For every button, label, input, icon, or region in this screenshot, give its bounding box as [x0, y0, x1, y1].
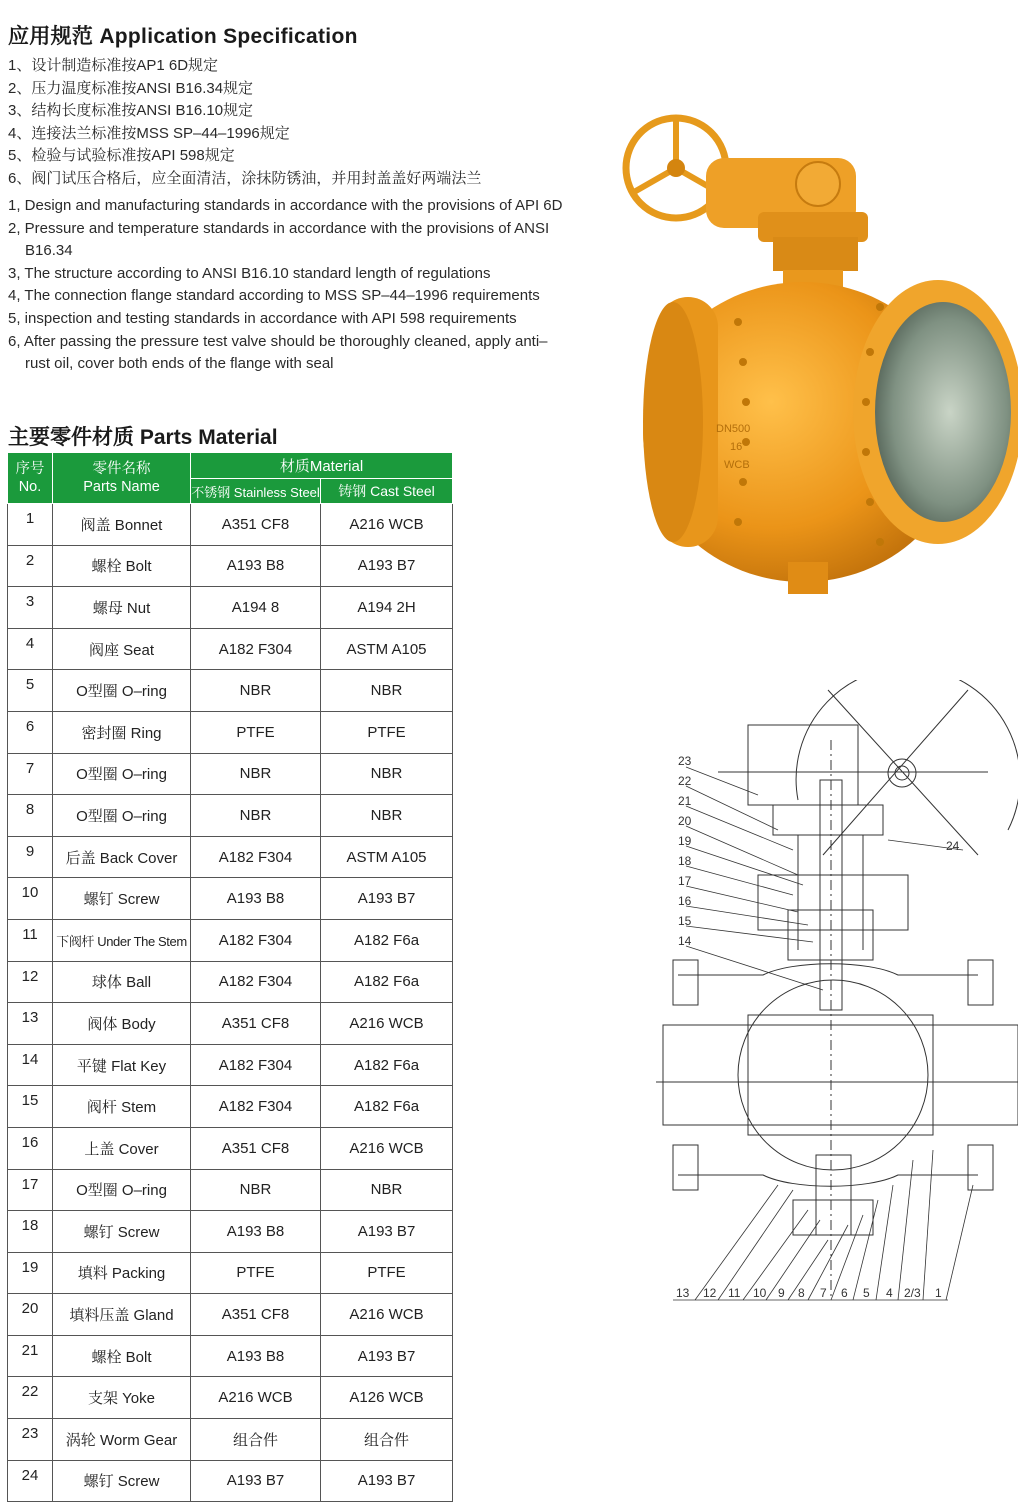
- spec-list-chinese: [8, 55, 481, 191]
- callout-label: 23: [678, 754, 692, 768]
- stainless-steel-cell: A193 B8: [191, 545, 321, 587]
- part-name-cell: 螺钉 Screw: [53, 1460, 191, 1502]
- cast-steel-cell: A216 WCB: [321, 1003, 453, 1045]
- callout-label: 16: [678, 894, 692, 908]
- spec-item: 6, After passing the pressure test valve should be thoroughly cleaned, apply anti–rust oil, cover both ends of the flange with seal: [8, 332, 548, 373]
- callout-label: 7: [820, 1286, 827, 1300]
- part-no-cell: 8: [8, 795, 53, 837]
- cast-steel-cell: A216 WCB: [321, 504, 453, 546]
- stainless-steel-cell: A193 B7: [191, 1460, 321, 1502]
- spec-item: 3, The structure according to ANSI B16.10 standard length of regulations: [8, 264, 491, 282]
- part-name-cell: 后盖 Back Cover: [53, 836, 191, 878]
- table-row: [8, 1252, 453, 1294]
- cast-steel-cell: A194 2H: [321, 587, 453, 629]
- spec-item: 1, Design and manufacturing standards in accordance with the provisions of API 6D: [8, 197, 563, 214]
- part-no-cell: 9: [8, 836, 53, 878]
- cast-steel-cell: PTFE: [321, 711, 453, 753]
- table-row: [8, 1086, 453, 1128]
- callout-label: 6: [841, 1286, 848, 1300]
- callout-label: 13: [676, 1286, 690, 1300]
- cast-steel-cell: A216 WCB: [321, 1294, 453, 1336]
- stainless-steel-cell: A182 F304: [191, 628, 321, 670]
- header-no-cn: 序号: [15, 461, 45, 477]
- part-no-cell: 16: [8, 1127, 53, 1169]
- part-no-cell: 12: [8, 961, 53, 1003]
- callout-label: 8: [798, 1286, 805, 1300]
- part-no-cell: 4: [8, 628, 53, 670]
- cast-steel-cell: A193 B7: [321, 1460, 453, 1502]
- table-row: [8, 1460, 453, 1502]
- part-name-cell: O型圈 O–ring: [53, 795, 191, 837]
- stainless-steel-cell: A193 B8: [191, 1211, 321, 1253]
- table-row: [8, 1169, 453, 1211]
- spec-item: 2, Pressure and temperature standards in accordance with the provisions of ANSI B16.34: [8, 219, 550, 260]
- table-row: [8, 1003, 453, 1045]
- stainless-steel-cell: NBR: [191, 795, 321, 837]
- callout-label: 14: [678, 934, 692, 948]
- stainless-steel-cell: NBR: [191, 1169, 321, 1211]
- stainless-steel-cell: A193 B8: [191, 1335, 321, 1377]
- table-row: [8, 795, 453, 837]
- stainless-steel-cell: NBR: [191, 670, 321, 712]
- cast-steel-cell: A182 F6a: [321, 961, 453, 1003]
- table-row: [8, 504, 453, 546]
- stainless-steel-cell: NBR: [191, 753, 321, 795]
- table-row: [8, 961, 453, 1003]
- callout-label: 21: [678, 794, 692, 808]
- cast-steel-cell: NBR: [321, 1169, 453, 1211]
- table-row: [8, 587, 453, 629]
- header-material: 材质Material: [191, 453, 453, 479]
- part-no-cell: 24: [8, 1460, 53, 1502]
- stainless-steel-cell: 组合件: [191, 1419, 321, 1461]
- cast-steel-cell: A193 B7: [321, 1335, 453, 1377]
- part-no-cell: 17: [8, 1169, 53, 1211]
- part-name-cell: 螺母 Nut: [53, 587, 191, 629]
- cast-steel-cell: A182 F6a: [321, 1086, 453, 1128]
- table-row: [8, 670, 453, 712]
- table-row: [8, 628, 453, 670]
- part-name-cell: 阀体 Body: [53, 1003, 191, 1045]
- application-spec-title: 应用规范 Application Specification: [8, 25, 358, 48]
- part-no-cell: 2: [8, 545, 53, 587]
- table-row: [8, 753, 453, 795]
- callout-label: 20: [678, 814, 692, 828]
- part-name-cell: 密封圈 Ring: [53, 711, 191, 753]
- spec-item: 4, The connection flange standard according to MSS SP–44–1996 requirements: [8, 287, 540, 305]
- header-name-en: Parts Name: [83, 479, 160, 495]
- valve-section-drawing: [648, 680, 1018, 1310]
- callout-label: 10: [753, 1286, 767, 1300]
- part-name-cell: 阀杆 Stem: [53, 1086, 191, 1128]
- part-name-cell: 螺栓 Bolt: [53, 1335, 191, 1377]
- header-cast-steel: 铸钢 Cast Steel: [321, 479, 453, 504]
- header-name-cn: 零件名称: [92, 461, 151, 477]
- stainless-steel-cell: PTFE: [191, 711, 321, 753]
- part-no-cell: 21: [8, 1335, 53, 1377]
- stainless-steel-cell: A194 8: [191, 587, 321, 629]
- callout-label: 18: [678, 854, 692, 868]
- part-name-cell: 阀座 Seat: [53, 628, 191, 670]
- callout-label: 4: [886, 1286, 893, 1300]
- header-parts-name: [53, 453, 191, 504]
- cast-steel-cell: A193 B7: [321, 1211, 453, 1253]
- stainless-steel-cell: A182 F304: [191, 836, 321, 878]
- part-name-cell: 螺钉 Screw: [53, 1211, 191, 1253]
- part-no-cell: 1: [8, 504, 53, 546]
- callout-label: 17: [678, 874, 692, 888]
- table-row: [8, 1377, 453, 1419]
- part-name-cell: 填料 Packing: [53, 1252, 191, 1294]
- part-no-cell: 3: [8, 587, 53, 629]
- table-row: [8, 836, 453, 878]
- part-no-cell: 22: [8, 1377, 53, 1419]
- spec-item: 6、阀门试压合格后，应全面清洁，涂抹防锈油，并用封盖盖好两端法兰: [8, 169, 482, 187]
- part-no-cell: 13: [8, 1003, 53, 1045]
- part-name-cell: 球体 Ball: [53, 961, 191, 1003]
- part-no-cell: 18: [8, 1211, 53, 1253]
- cast-steel-cell: 组合件: [321, 1419, 453, 1461]
- stainless-steel-cell: A351 CF8: [191, 1294, 321, 1336]
- part-name-cell: 涡轮 Worm Gear: [53, 1419, 191, 1461]
- part-name-cell: 平键 Flat Key: [53, 1044, 191, 1086]
- table-row: [8, 878, 453, 920]
- spec-item: 2、压力温度标准按ANSI B16.34规定: [8, 79, 254, 97]
- callout-label: 2/3: [904, 1286, 921, 1300]
- handwheel-drawing-icon: [796, 680, 1018, 855]
- cast-steel-cell: A193 B7: [321, 545, 453, 587]
- callout-label: 11: [728, 1286, 741, 1300]
- part-name-cell: O型圈 O–ring: [53, 670, 191, 712]
- part-no-cell: 19: [8, 1252, 53, 1294]
- callout-label: 15: [678, 914, 692, 928]
- stainless-steel-cell: A351 CF8: [191, 1003, 321, 1045]
- spec-list-english: [8, 195, 568, 376]
- table-row: [8, 1419, 453, 1461]
- cast-steel-cell: ASTM A105: [321, 628, 453, 670]
- body-marking: DN500: [716, 423, 751, 435]
- callout-label: 19: [678, 834, 692, 848]
- part-name-cell: 螺栓 Bolt: [53, 545, 191, 587]
- callout-label: 24: [946, 839, 960, 853]
- stainless-steel-cell: A193 B8: [191, 878, 321, 920]
- parts-material-title: 主要零件材质 Parts Material: [8, 426, 278, 449]
- part-name-cell: O型圈 O–ring: [53, 1169, 191, 1211]
- part-name-cell: O型圈 O–ring: [53, 753, 191, 795]
- table-row: [8, 711, 453, 753]
- table-row: [8, 1127, 453, 1169]
- callout-label: 22: [678, 774, 692, 788]
- cast-steel-cell: A182 F6a: [321, 919, 453, 961]
- part-name-cell: 上盖 Cover: [53, 1127, 191, 1169]
- cast-steel-cell: NBR: [321, 753, 453, 795]
- part-name-cell: 螺钉 Screw: [53, 878, 191, 920]
- body-marking: WCB: [724, 459, 750, 471]
- part-no-cell: 15: [8, 1086, 53, 1128]
- header-no-en: No.: [18, 479, 42, 495]
- stainless-steel-cell: A182 F304: [191, 919, 321, 961]
- stainless-steel-cell: A182 F304: [191, 1044, 321, 1086]
- header-no: [8, 453, 53, 504]
- part-no-cell: 11: [8, 919, 53, 961]
- cast-steel-cell: A182 F6a: [321, 1044, 453, 1086]
- table-row: [8, 919, 453, 961]
- cast-steel-cell: NBR: [321, 670, 453, 712]
- part-no-cell: 5: [8, 670, 53, 712]
- spec-item: 3、结构长度标准按ANSI B16.10规定: [8, 102, 254, 120]
- spec-item: 1、设计制造标准按AP1 6D规定: [8, 57, 219, 74]
- part-name-cell: 填料压盖 Gland: [53, 1294, 191, 1336]
- part-no-cell: 23: [8, 1419, 53, 1461]
- header-stainless-steel: 不锈钢 Stainless Steel: [191, 479, 321, 504]
- spec-item: 4、连接法兰标准按MSS SP–44–1996规定: [8, 124, 290, 142]
- part-no-cell: 14: [8, 1044, 53, 1086]
- stainless-steel-cell: A351 CF8: [191, 1127, 321, 1169]
- ball-valve-photo: [618, 92, 1018, 602]
- cast-steel-cell: A216 WCB: [321, 1127, 453, 1169]
- body-marking: 16: [730, 441, 743, 453]
- part-no-cell: 6: [8, 711, 53, 753]
- table-row: [8, 545, 453, 587]
- callout-label: 5: [863, 1286, 870, 1300]
- cast-steel-cell: A193 B7: [321, 878, 453, 920]
- stainless-steel-cell: A351 CF8: [191, 504, 321, 546]
- parts-material-table: [7, 452, 453, 1502]
- callout-label: 1: [935, 1286, 942, 1300]
- part-no-cell: 20: [8, 1294, 53, 1336]
- part-no-cell: 10: [8, 878, 53, 920]
- spec-item: 5, inspection and testing standards in accordance with API 598 requirements: [8, 309, 517, 327]
- cast-steel-cell: ASTM A105: [321, 836, 453, 878]
- stainless-steel-cell: PTFE: [191, 1252, 321, 1294]
- table-row: [8, 1044, 453, 1086]
- cast-steel-cell: NBR: [321, 795, 453, 837]
- stainless-steel-cell: A182 F304: [191, 961, 321, 1003]
- table-row: [8, 1294, 453, 1336]
- callout-label: 9: [778, 1286, 785, 1300]
- cast-steel-cell: A126 WCB: [321, 1377, 453, 1419]
- stainless-steel-cell: A216 WCB: [191, 1377, 321, 1419]
- stainless-steel-cell: A182 F304: [191, 1086, 321, 1128]
- part-no-cell: 7: [8, 753, 53, 795]
- part-name-cell: 阀盖 Bonnet: [53, 504, 191, 546]
- callout-label: 12: [703, 1286, 717, 1300]
- table-row: [8, 1335, 453, 1377]
- part-name-cell: 支架 Yoke: [53, 1377, 191, 1419]
- spec-item: 5、检验与试验标准按API 598规定: [8, 147, 235, 165]
- cast-steel-cell: PTFE: [321, 1252, 453, 1294]
- table-row: [8, 1211, 453, 1253]
- part-name-cell: 下阀杆 Under The Stem: [53, 919, 191, 961]
